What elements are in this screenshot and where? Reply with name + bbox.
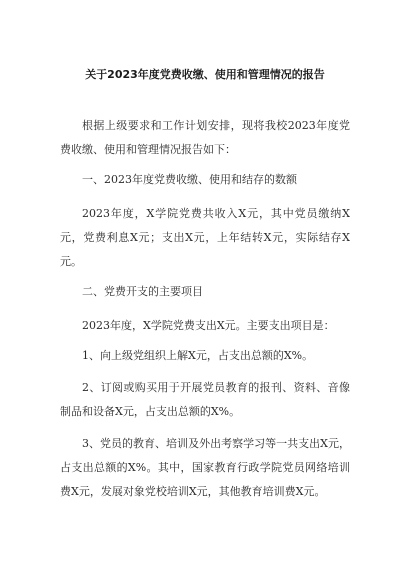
document-title: 关于2023年度党费收缴、使用和管理情况的报告 bbox=[85, 68, 325, 81]
list-item-2: 2、订阅或购买用于开展党员教育的报刊、资料、音像制品和设备X元，占支出总额的X%。 bbox=[60, 381, 350, 418]
section-heading-1: 一、2023年度党费收缴、使用和结存的数额 bbox=[82, 173, 297, 186]
section-heading-2: 二、党费开支的主要项目 bbox=[82, 285, 203, 298]
list-item-3: 3、党员的教育、培训及外出考察学习等一共支出X元，占支出总额的X%。其中，国家教育行政学院党员网络培训费X元，发展对象党校培训X元，其他教育培训费X元。 bbox=[60, 437, 350, 498]
list-item-1: 1、向上级党组织上解X元，占支出总额的X%。 bbox=[82, 349, 314, 362]
paragraph-expense-summary: 2023年度，X学院党费支出X元。主要支出项目是： bbox=[82, 319, 335, 332]
paragraph-intro: 根据上级要求和工作计划安排，现将我校2023年度党费收缴、使用和管理情况报告如下： bbox=[60, 119, 350, 156]
paragraph-income: 2023年度，X学院党费共收入X元，其中党员缴纳X元，党费利息X元；支出X元，上年结转X元，实际结存X元。 bbox=[60, 207, 350, 268]
